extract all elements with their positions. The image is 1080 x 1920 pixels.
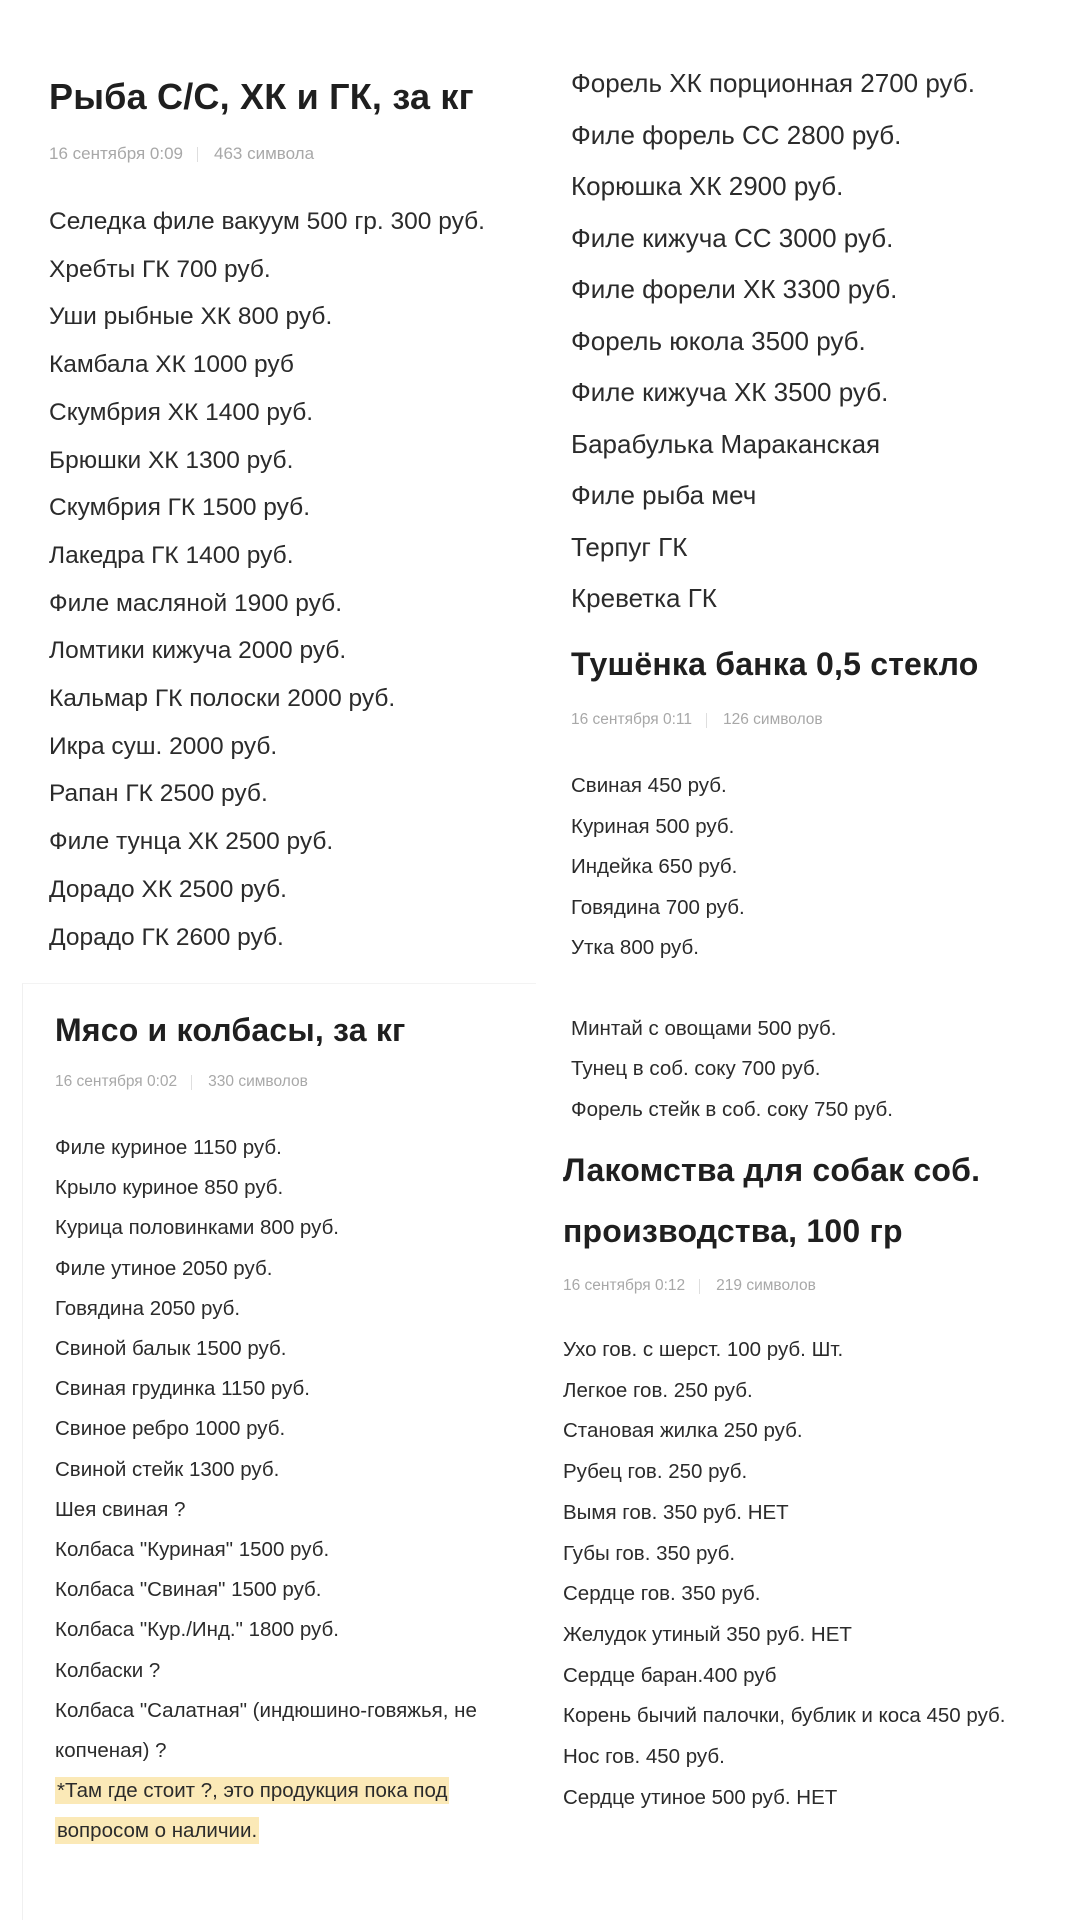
availability-note bbox=[55, 1771, 495, 1851]
list-item: Крыло куриное 850 руб. bbox=[55, 1176, 284, 1200]
note-title: Рыба С/С, ХК и ГК, за кг bbox=[49, 76, 474, 117]
note-char-count: 219 символов bbox=[716, 1277, 816, 1294]
list-item: Филе рыба меч bbox=[571, 480, 757, 510]
list-item: Вымя гов. 350 руб. НЕТ bbox=[563, 1500, 789, 1524]
note-char-count: 330 символов bbox=[208, 1073, 308, 1090]
list-item: Селедка филе вакуум 500 гр. 300 руб. bbox=[49, 208, 485, 235]
list-item: Филе форель СС 2800 руб. bbox=[571, 119, 902, 150]
note-date: 16 сентября 0:02 bbox=[55, 1073, 178, 1090]
list-item: Скумбрия ГК 1500 руб. bbox=[49, 494, 311, 522]
list-item: Дорадо ХК 2500 руб. bbox=[49, 875, 287, 903]
note-card-fish-continued[interactable] bbox=[571, 58, 1071, 625]
list-item: Форель ХК порционная 2700 руб. bbox=[571, 68, 975, 98]
list-item: Ломтики кижуча 2000 руб. bbox=[49, 637, 347, 665]
list-item: Становая жилка 250 руб. bbox=[563, 1419, 803, 1443]
meta-divider bbox=[191, 1075, 192, 1090]
list-item: Курица половинками 800 руб. bbox=[55, 1216, 340, 1240]
list-item: Филе утиное 2050 руб. bbox=[55, 1256, 273, 1280]
list-item: Дорадо ГК 2600 руб. bbox=[49, 923, 284, 951]
list-item: Утка 800 руб. bbox=[571, 936, 699, 959]
note-card-stew[interactable] bbox=[571, 640, 1051, 1130]
list-item: Свиное ребро 1000 руб. bbox=[55, 1417, 286, 1441]
list-item: Тунец в соб. соку 700 руб. bbox=[571, 1057, 821, 1080]
list-item: Желудок утиный 350 руб. НЕТ bbox=[563, 1622, 852, 1646]
list-item: Филе кижуча СС 3000 руб. bbox=[571, 222, 894, 253]
note-date: 16 сентября 0:12 bbox=[563, 1277, 686, 1294]
list-item: Филе кижуча ХК 3500 руб. bbox=[571, 377, 889, 407]
note-title: Лакомства для собак соб. производства, 100 гр bbox=[563, 1152, 981, 1249]
list-item: Лакедра ГК 1400 руб. bbox=[49, 541, 294, 569]
list-item: Корень бычий палочки, бублик и коса 450 руб. bbox=[563, 1704, 1006, 1728]
list-item: Колбаса "Кур./Инд." 1800 руб. bbox=[55, 1618, 339, 1642]
list-item: Икра суш. 2000 руб. bbox=[49, 732, 278, 760]
list-item: Уши рыбные ХК 800 руб. bbox=[49, 303, 333, 331]
list-item: Свиной балык 1500 руб. bbox=[55, 1337, 287, 1361]
list-item: Хребты ГК 700 руб. bbox=[49, 255, 271, 283]
note-meta bbox=[55, 1072, 536, 1092]
list-item: Нос гов. 450 руб. bbox=[563, 1745, 725, 1769]
note-date: 16 сентября 0:11 bbox=[571, 711, 693, 728]
list-item: Филе масляной 1900 руб. bbox=[49, 589, 342, 617]
list-item: Губы гов. 350 руб. bbox=[563, 1541, 736, 1565]
note-date: 16 сентября 0:09 bbox=[49, 144, 183, 163]
price-list bbox=[55, 1128, 536, 1771]
list-item: Колбаски ? bbox=[55, 1658, 161, 1682]
list-item: Филе форели ХК 3300 руб. bbox=[571, 274, 898, 304]
note-card-fish[interactable] bbox=[49, 70, 529, 961]
list-item: Сердце баран.400 руб bbox=[563, 1663, 777, 1687]
highlighted-text: *Там где стоит ?, это продукция пока под вопросом о наличии. bbox=[57, 1779, 448, 1843]
list-item: Брюшки ХК 1300 руб. bbox=[49, 446, 294, 474]
list-item: Филе тунца ХК 2500 руб. bbox=[49, 828, 334, 856]
note-card-dog-treats[interactable] bbox=[563, 1140, 1063, 1818]
price-list bbox=[49, 198, 529, 961]
price-list bbox=[563, 1330, 1063, 1818]
list-item: Рапан ГК 2500 руб. bbox=[49, 780, 268, 808]
list-item: Креветка ГК bbox=[571, 583, 717, 613]
list-item: Сердце гов. 350 руб. bbox=[563, 1582, 761, 1606]
list-item: Легкое гов. 250 руб. bbox=[563, 1378, 753, 1402]
note-card-meat[interactable] bbox=[22, 983, 536, 1920]
note-meta bbox=[49, 144, 529, 164]
list-item: Барабулька Мараканская bbox=[571, 428, 881, 459]
list-item: Форель стейк в соб. соку 750 руб. bbox=[571, 1097, 893, 1121]
list-item: Свиная 450 руб. bbox=[571, 774, 727, 797]
list-item: Колбаса "Салатная" (индюшино-говяжья, не копченая) ? bbox=[55, 1698, 477, 1763]
meta-divider bbox=[699, 1279, 700, 1294]
list-item: Шея свиная ? bbox=[55, 1497, 186, 1521]
note-title: Тушёнка банка 0,5 стекло bbox=[571, 646, 979, 682]
list-item: Кальмар ГК полоски 2000 руб. bbox=[49, 685, 396, 713]
price-list bbox=[571, 58, 1071, 625]
list-item: Куриная 500 руб. bbox=[571, 814, 735, 838]
list-item: Терпуг ГК bbox=[571, 531, 688, 562]
note-title: Мясо и колбасы, за кг bbox=[55, 1012, 406, 1048]
list-item: Филе куриное 1150 руб. bbox=[55, 1136, 282, 1159]
note-meta bbox=[563, 1276, 1063, 1296]
list-item: Колбаса "Куриная" 1500 руб. bbox=[55, 1538, 330, 1562]
list-item: Ухо гов. с шерст. 100 руб. Шт. bbox=[563, 1338, 844, 1361]
list-item: Свиной стейк 1300 руб. bbox=[55, 1457, 280, 1481]
list-item: Рубец гов. 250 руб. bbox=[563, 1460, 748, 1484]
list-item: Говядина 2050 руб. bbox=[55, 1296, 241, 1320]
meta-divider bbox=[706, 713, 707, 728]
note-char-count: 463 символа bbox=[213, 144, 315, 163]
price-list bbox=[571, 766, 1051, 1130]
note-char-count: 126 символов bbox=[723, 711, 823, 728]
list-item: Скумбрия ХК 1400 руб. bbox=[49, 398, 314, 426]
list-item: Форель юкола 3500 руб. bbox=[571, 325, 866, 356]
list-item: Колбаса "Свиная" 1500 руб. bbox=[55, 1578, 322, 1602]
list-item: Индейка 650 руб. bbox=[571, 855, 738, 878]
list-item: Камбала ХК 1000 руб bbox=[49, 351, 294, 379]
meta-divider bbox=[197, 147, 198, 162]
list-item: Свиная грудинка 1150 руб. bbox=[55, 1377, 310, 1401]
list-item: Корюшка ХК 2900 руб. bbox=[571, 171, 844, 201]
note-meta bbox=[571, 710, 1051, 730]
list-item: Сердце утиное 500 руб. НЕТ bbox=[563, 1785, 838, 1809]
list-item: Говядина 700 руб. bbox=[571, 895, 745, 919]
list-item: Минтай с овощами 500 руб. bbox=[571, 1016, 837, 1040]
list-spacer bbox=[571, 969, 1051, 1009]
